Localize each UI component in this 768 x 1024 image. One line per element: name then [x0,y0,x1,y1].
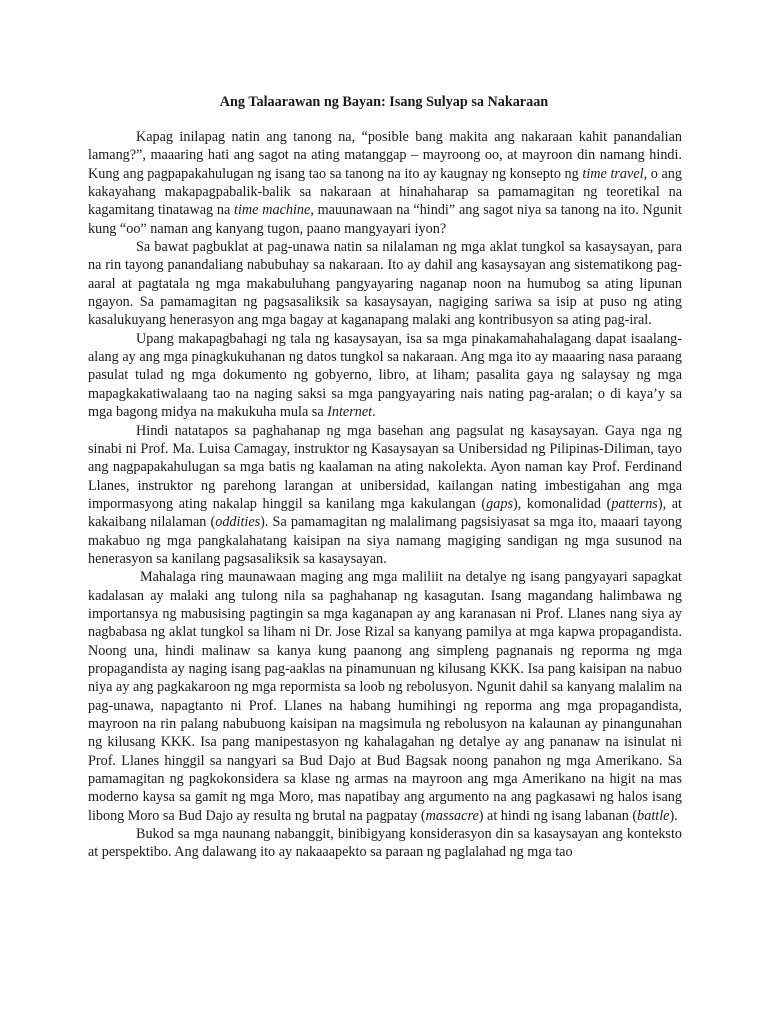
italic-term: oddities [215,514,261,531]
text-run: ). Sa pamamagitan ng malalimang pagsisiyasat sa mga ito, maaari tayong makabuo ng mga pangkalahatang kaisipan na siya namang magiging sandigan ng mga susunod na henerasyon sa kanilang pagsasaliksik sa kasaysayan. [88,514,682,567]
text-run: Upang makapagbahagi ng tala ng kasaysayan, isa sa mga pinakamahahalagang dapat isaalang-alang ay ang mga pinagkukuhanan ng datos tungkol sa nakaraan. Ang mga ito ay maaaring nasa paraang pasulat tulad ng mga dokumento ng gobyerno, libro, at liham; pasalita gaya ng salaysay ng mga mapagkakatiwalaang tao na naging saksi sa mga pangyayaring nais nating pag-aralan; o di kaya’y sa mga bagong midya na makukuha mula sa [88,330,682,421]
paragraph-5 [88,568,682,825]
text-run: Mahalaga ring maunawaan maging ang mga maliliit na detalye ng isang pangyayari sapagkat kadalasan ay malaki ang tulong nila sa paghahanap ng kasagutan. Isang magandang halimbawa ng importansya ng mabusising pagtingin sa mga kaganapan ay ang karanasan ni Prof. Llanes nang siya ay nagbabasa ng aklat tungkol sa liham ni Dr. Jose Rizal sa kanyang pamilya at mga kapwa propagandista. Noong una, hindi malinaw sa kanya kung paanong ang simpleng pagnanais ng reporma ng mga propagandista ay naging isang pag-aaklas na pinamunuan ng kilusang KKK. Isa pang kaisipan na nabuo niya ay ang pagkakaroon ng mga repormista sa loob ng rebolusyon. Ngunit dahil sa kanyang malalim na pag-unawa, napagtanto ni Prof. Llanes na habang humihingi ng reporma ang mga propagandista, mayroon na rin palang nabubuong kaisipan na magsimula ng rebolusyon na kalaunan ay pinangunahan ng kilusang KKK. Isa pang manipestasyon ng kahalagahan ng detalye ay ang pananaw na isinulat ni Prof. Llanes hinggil sa nangyari sa Bud Dajo at Bud Bagsak noong panahon ng mga Amerikano. Sa pamamagitan ng pagkokonsidera sa klase ng armas na mayroon ang mga Amerikano na higit na mas moderno kaysa sa gamit ng mga Moro, mas napatibay ang argumento na ang pagkasawi ng halos isang libong Moro sa Bud Dajo ay resulta ng brutal na pagpatay ( [88,569,682,824]
document-title: Ang Talaarawan ng Bayan: Isang Sulyap sa Nakaraan [219,94,549,110]
text-run: , mauunawaan na “hindi” ang sagot niya sa tanong na ito. Ngunit kung “oo” naman ang kanyang tugon, paano mangyayari iyon? [88,202,682,237]
paragraph-4 [88,422,682,569]
text-run: ), komonalidad ( [512,495,612,512]
italic-term: time travel [582,165,644,182]
text-run: , o ang kakayahang makapagpabalik-balik sa nakaraan at hinahaharap sa pamamagitan ng teoretikal na kagamitang tinatawag na [88,165,682,219]
italic-term: Internet [327,404,373,421]
text-run: ) at hindi ng isang labanan ( [478,807,638,824]
text-run: Bukod sa mga naunang nabanggit, binibigyang konsiderasyon din sa kasaysayan ang konteksto at perspektibo. Ang dalawang ito ay nakaaapekto sa paraan ng paglalahad ng mga tao [88,826,682,861]
italic-term: time machine [234,202,311,219]
text-run: ). [669,807,678,824]
paragraph-3 [88,330,682,422]
paragraph-6 [88,825,682,862]
text-run: ), at kakaibang nilalaman ( [88,495,682,531]
paragraph-2 [88,238,682,330]
text-run: Kapag inilapag natin ang tanong na, “posible bang makita ang nakaraan kahit panandalian lamang?”, maaaring hati ang sagot na ating matanggap – mayroong oo, at mayroon din namang hindi. Kung ang pagpapakahulugan ng isang tao sa tanong na ito ay kaugnay ng konsepto ng [88,129,682,182]
italic-term: battle [637,807,670,824]
text-run: . [372,404,376,421]
italic-term: massacre [425,807,479,824]
italic-term: gaps [486,495,513,512]
text-run: Hindi natatapos sa paghahanap ng mga basehan ang pagsulat ng kasaysayan. Gaya nga ng sinabi ni Prof. Ma. Luisa Camagay, instruktor ng Kasaysayan sa Unibersidad ng Pilipinas-Diliman, tayo ang nagpapakahulugan sa mga batis ng kaalaman na ating nakolekta. Ayon naman kay Prof. Ferdinand Llanes, instruktor ng parehong larangan at unibersidad, kailangan nating imbestigahan ang mga impormasyong ating nakalap hinggil sa kanilang mga kakulangan ( [88,422,682,512]
text-run: Sa bawat pagbuklat at pag-unawa natin sa nilalaman ng mga aklat tungkol sa kasaysayan, para na rin tayong panandaliang nabubuhay sa nakaraan. Ito ay dahil ang kasaysayan ang sistematikong pag-aaral at pagtatala ng mga makabuluhang pangyayaring naganap noon na humubog sa ating lipunan ngayon. Sa pamamagitan ng pagsasaliksik sa kasaysayan, nagiging sariwa sa isip at puso ng ating kasalukuyang henerasyon ang mga bagay at kaganapang malaki ang kontribusyon sa ating pag-iral. [88,239,682,329]
document-body [88,128,682,862]
italic-term: patterns [611,495,658,512]
paragraph-1 [88,128,682,238]
